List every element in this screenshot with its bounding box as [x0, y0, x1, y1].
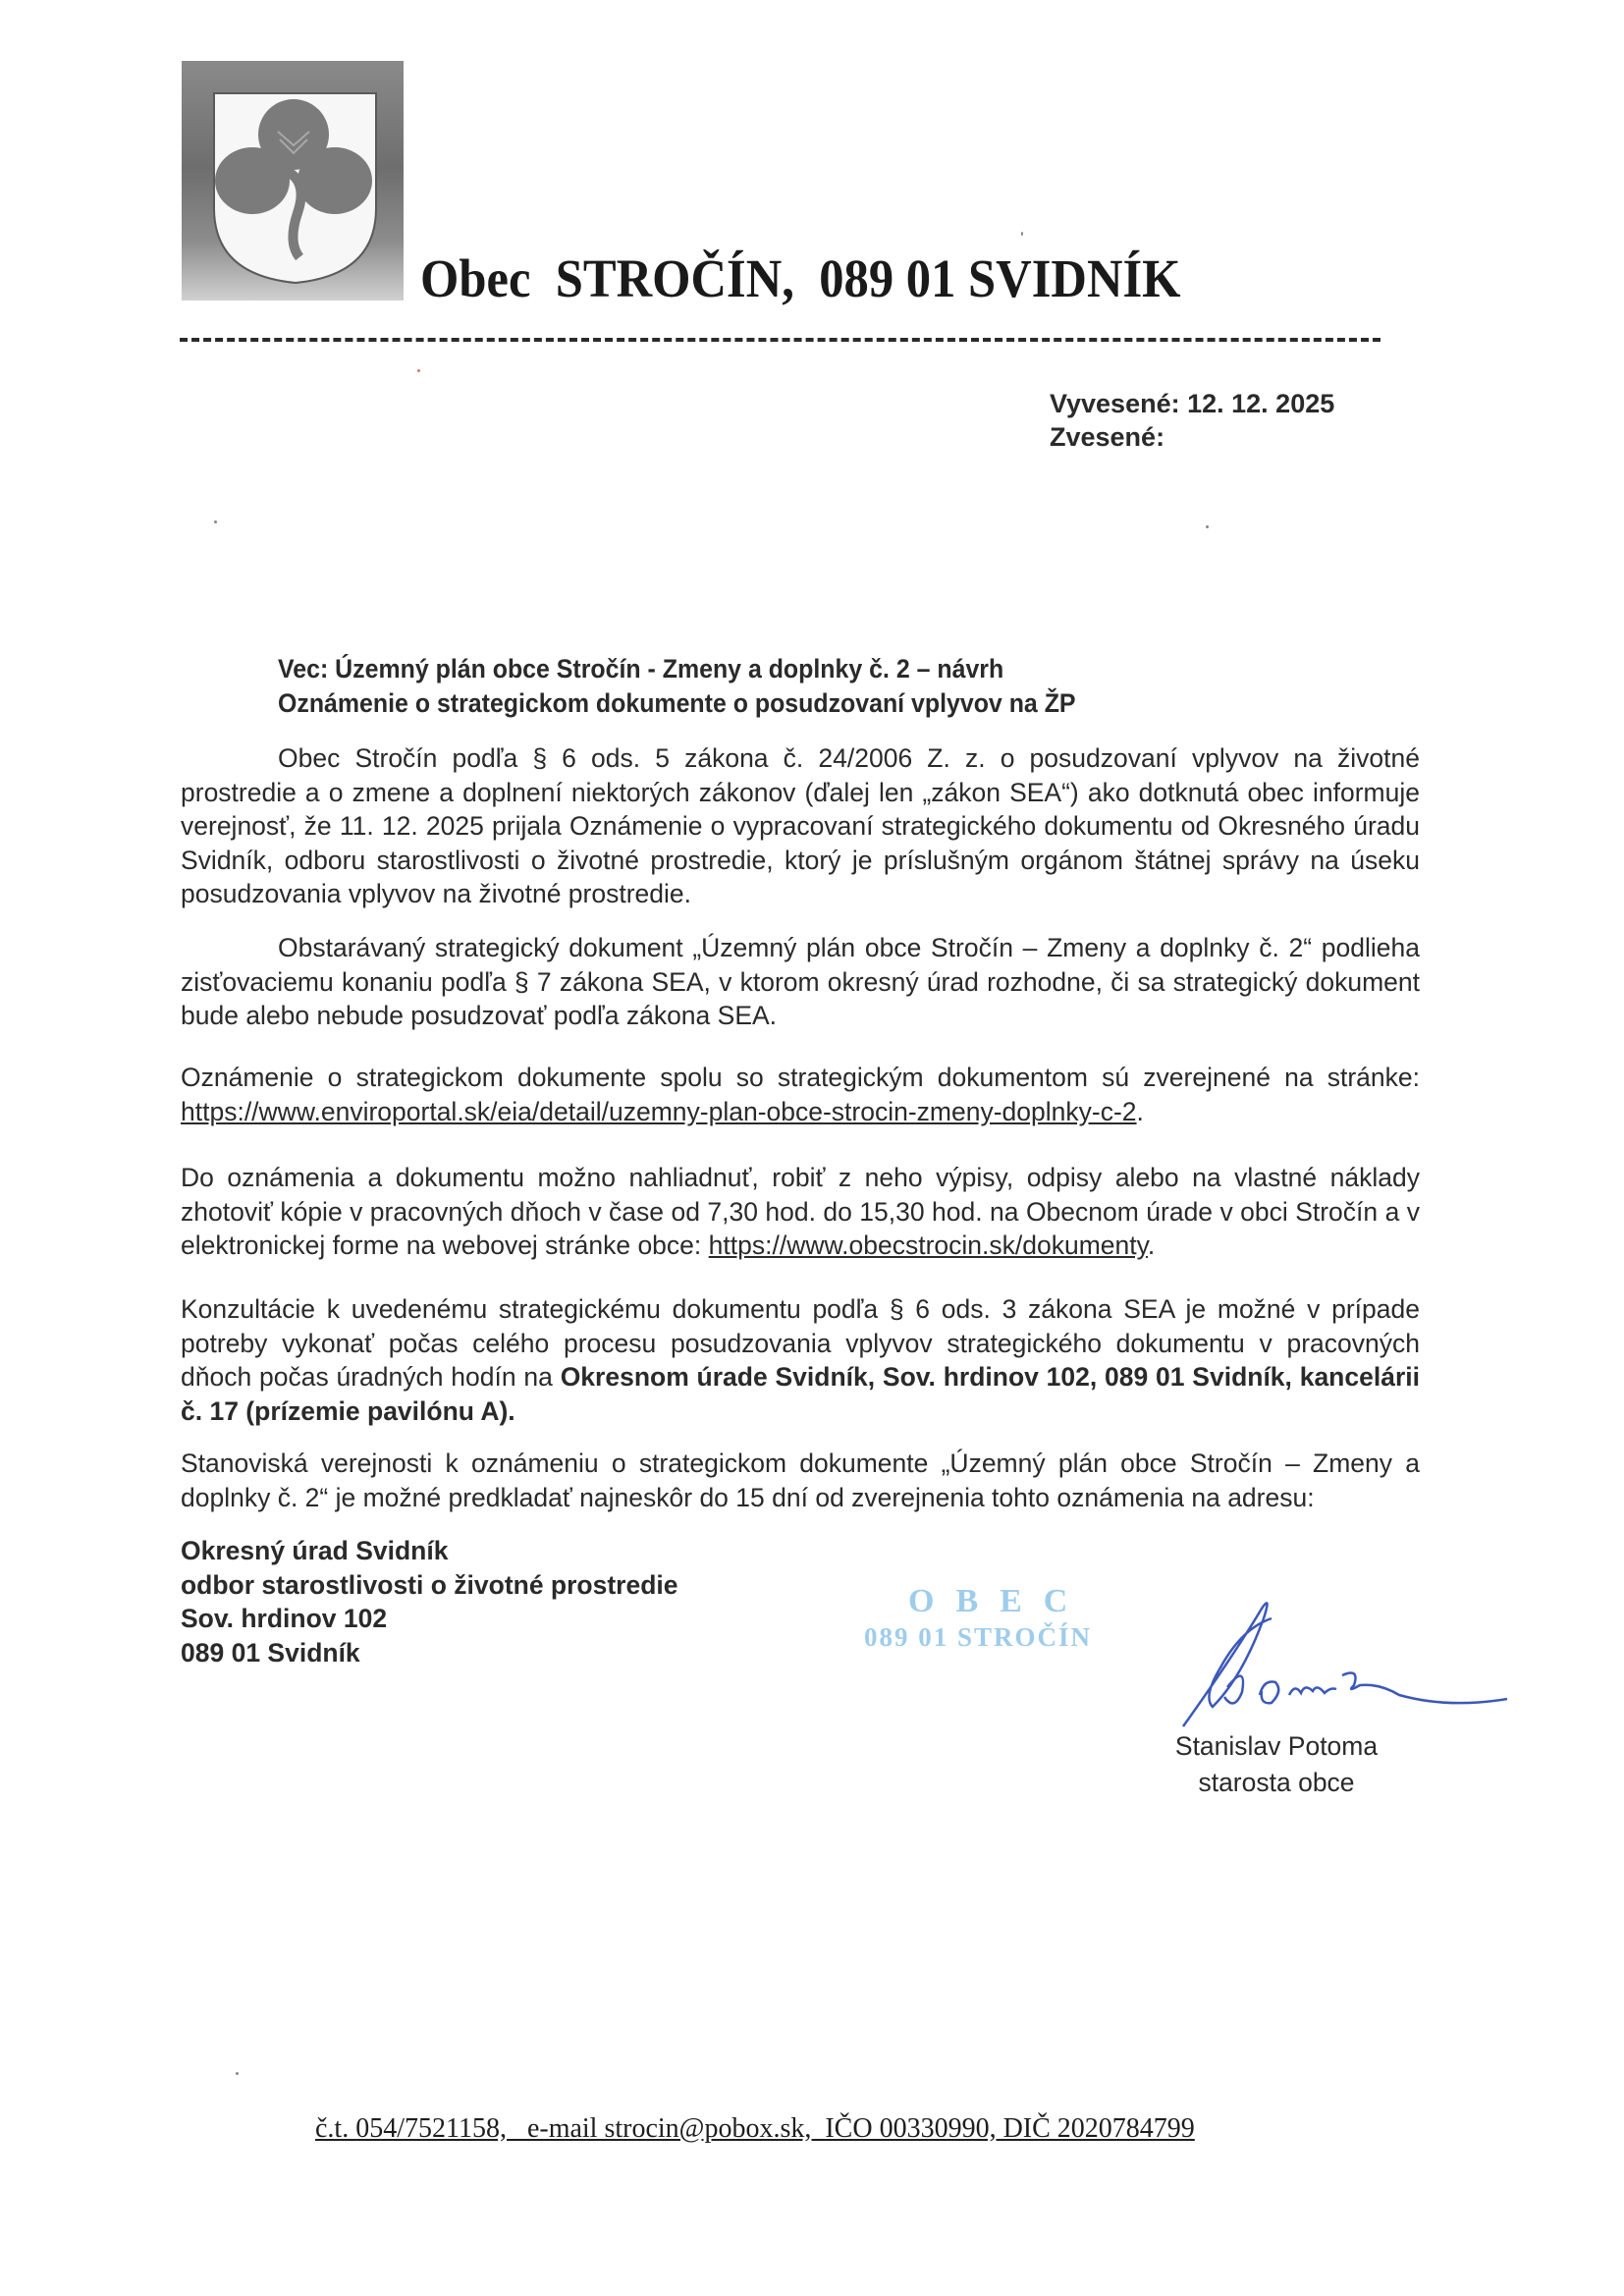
scan-speck — [1206, 525, 1209, 528]
inspection-end: . — [1147, 1230, 1156, 1260]
publication-text: Oznámenie o strategickom dokumente spolu so strategickým dokumentom sú zverejnené na stránke: — [181, 1063, 1420, 1092]
paragraph-public-opinions: Stanoviská verejnosti k oznámeniu o strategickom dokumente „Územný plán obce Stročín – Zmeny a doplnky č. 2“ je možné predkladať najneskôr do 15 dní od zverejnenia tohto oznámenia na adresu: — [181, 1449, 1420, 1512]
posted-date: 12. 12. 2025 — [1187, 389, 1335, 418]
posting-info — [1050, 387, 1334, 454]
stamp-line-2: 089 01 STROČÍN — [864, 1622, 1093, 1652]
paragraph-inspection — [181, 1161, 1420, 1263]
subject-heading — [278, 652, 1076, 721]
recipient-address — [181, 1534, 678, 1669]
address-line: Okresný úrad Svidník — [181, 1536, 449, 1565]
publication-end: . — [1136, 1096, 1144, 1126]
signer-title: starosta obce — [1198, 1768, 1355, 1797]
scan-speck — [417, 369, 420, 372]
consultations-text: Konzultácie k uvedenému strategickému dokumentu podľa § 6 ods. 3 zákona SEA je možné v prípade potreby vykonať počas celého procesu posudzovania vplyvov strategického dokumentu v pracovných dňoch počas úradných hodín na — [181, 1294, 1420, 1392]
signer-block — [1149, 1728, 1404, 1801]
municipality-coat-of-arms-logo — [182, 61, 404, 301]
address-line: odbor starostlivosti o životné prostredie — [181, 1569, 678, 1600]
consultations-location: Okresnom úrade Svidník, Sov. hrdinov 102, 089 01 Svidník, kancelárii č. 17 (prízemie pavilónu A). — [181, 1362, 1420, 1426]
stamp-line-1: OBEC — [908, 1583, 1090, 1619]
scan-speck — [214, 520, 217, 523]
address-line: Sov. hrdinov 102 — [181, 1604, 388, 1633]
removed-label: Zvesené: — [1050, 422, 1165, 452]
subject-line-2: Oznámenie o strategickom dokumente o posudzovaní vplyvov na ŽP — [278, 688, 1076, 718]
scan-speck — [236, 2072, 239, 2075]
address-line: 089 01 Svidník — [181, 1637, 360, 1667]
signer-name: Stanislav Potoma — [1174, 1731, 1379, 1761]
paragraph-publication — [181, 1061, 1420, 1128]
posted-label: Vyvesené: — [1050, 389, 1180, 418]
footer-contact: č.t. 054/7521158, e-mail strocin@pobox.sk, IČO 00330990, DIČ 2020784799 — [315, 2113, 1195, 2144]
header-divider — [180, 338, 1380, 342]
municipality-documents-link[interactable]: https://www.obecstrocin.sk/dokumenty — [708, 1230, 1148, 1260]
paragraph-document-procedure: Obstarávaný strategický dokument „Územný plán obce Stročín – Zmeny a doplnky č. 2“ podlieha zisťovaciemu konaniu podľa § 7 zákona SEA, v ktorom okresný úrad rozhodne, či sa strategický dokument bude alebo nebude posudzovať podľa zákona SEA. — [181, 933, 1420, 1030]
clover-coat-of-arms-icon — [182, 61, 404, 301]
scan-speck — [1021, 232, 1023, 236]
posted-row — [1050, 387, 1334, 420]
enviroportal-link[interactable]: https://www.enviroportal.sk/eia/detail/uzemny-plan-obce-strocin-zmeny-doplnky-c-2 — [181, 1096, 1137, 1126]
official-stamp — [864, 1583, 1159, 1701]
inspection-text: Do oznámenia a dokumentu možno nahliadnuť, robiť z neho výpisy, odpisy alebo na vlastné náklady zhotoviť kópie v pracovných dňoch v čase od 7,30 hod. do 15,30 hod. na Obecnom úrade v obci Stročín a v elektronickej forme na webovej stránke obce: — [181, 1163, 1420, 1260]
paragraph-notice: Obec Stročín podľa § 6 ods. 5 zákona č. 24/2006 Z. z. o posudzovaní vplyvov na životné prostredie a o zmene a doplnení niektorých zákonov (ďalej len „zákon SEA“) ako dotknutá obec informuje verejnosť, že 11. 12. 2025 prijala Oznámenie o vypracovaní strategického dokumentu od Okresného úradu Svidník, odboru starostlivosti o životné prostredie, ktorý je príslušným orgánom štátnej správy na úseku posudzovania vplyvov na životné prostredie. — [181, 743, 1420, 908]
organization-title: Obec STROČÍN, 089 01 SVIDNÍK — [420, 248, 1181, 308]
paragraph-consultations — [181, 1292, 1420, 1428]
subject-line-1: Vec: Územný plán obce Stročín - Zmeny a doplnky č. 2 – návrh — [278, 654, 1004, 683]
handwritten-signature-icon — [1173, 1589, 1527, 1741]
removed-row — [1050, 420, 1334, 454]
